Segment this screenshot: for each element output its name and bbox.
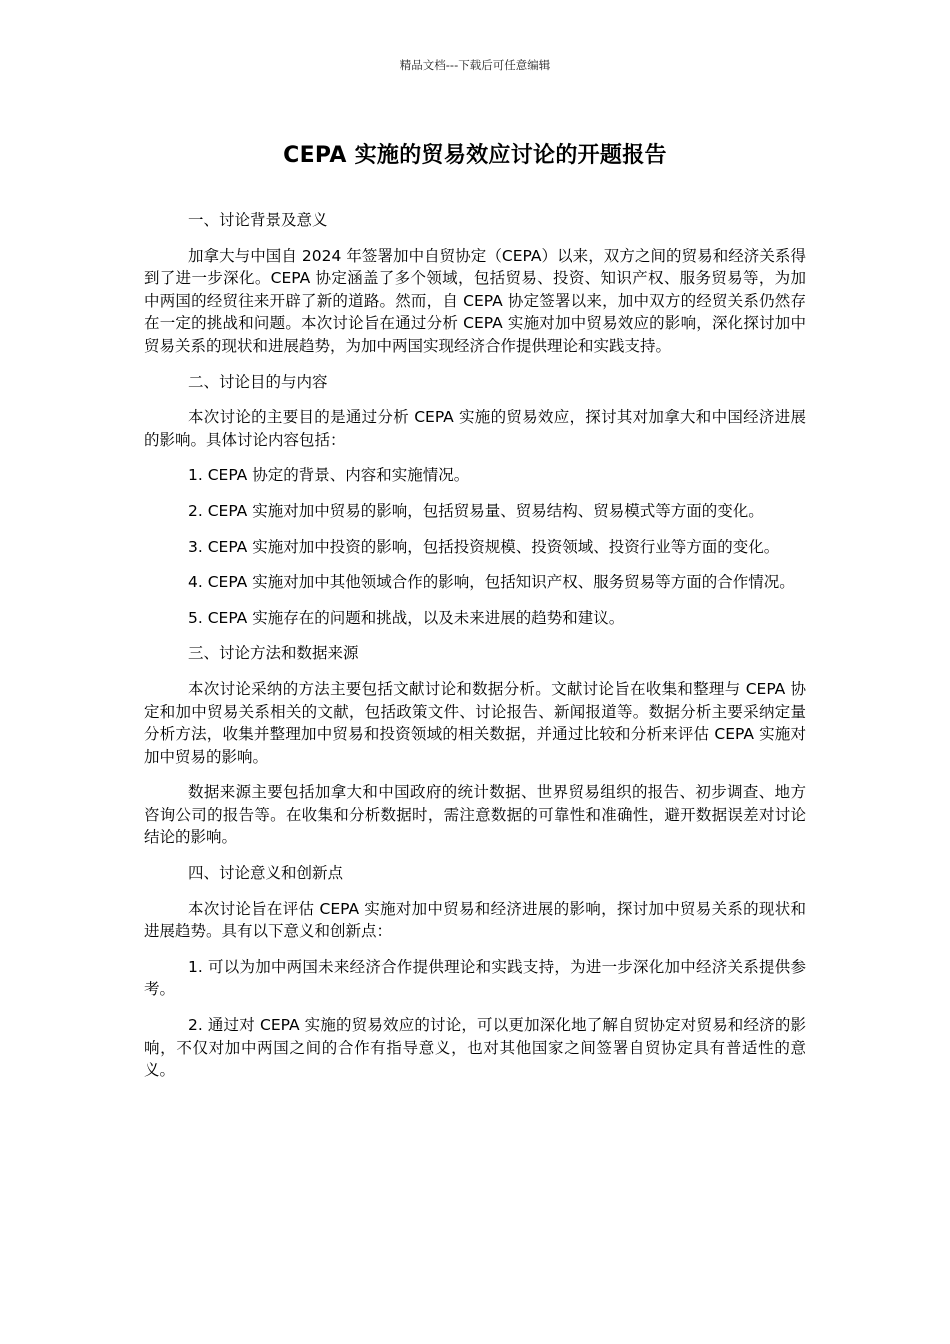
list-item-1: 1. CEPA 协定的背景、内容和实施情况。 <box>188 466 470 485</box>
section-heading-significance: 四、讨论意义和创新点 <box>188 864 344 883</box>
list-item-5: 5. CEPA 实施存在的问题和挑战，以及未来进展的趋势和建议。 <box>188 608 625 627</box>
significance-item-2: 2. 通过对 CEPA 实施的贸易效应的讨论，可以更加深化地了解自贸协定对贸易和经济的影响，不仅对加中两国之间的合作有指导意义，也对其他国家之间签署自贸协定具有普适性的意义。 <box>144 1016 806 1080</box>
document-title: CEPA 实施的贸易效应讨论的开题报告 <box>283 143 667 168</box>
paragraph-purpose-intro: 本次讨论的主要目的是通过分析 CEPA 实施的贸易效应，探讨其对加拿大和中国经济进展的影响。具体讨论内容包括： <box>144 408 806 449</box>
section-heading-methods: 三、讨论方法和数据来源 <box>188 644 359 663</box>
section-heading-purpose: 二、讨论目的与内容 <box>188 372 328 391</box>
paragraph-background: 加拿大与中国自 2024 年签署加中自贸协定（CEPA）以来，双方之间的贸易和经济关系得到了进一步深化。CEPA 协定涵盖了多个领域，包括贸易、投资、知识产权、服务贸易等，为加中两国的经贸往来开辟了新的道路。然而，自 CEPA 协定签署以来，加中双方的经贸关系仍然存在一定的挑战和问题。本次讨论旨在通过分析 CEPA 实施对加中贸易效应的影响，深化探讨加中贸易关系的现状和进展趋势，为加中两国实现经济合作提供理论和实践支持。 <box>144 246 806 355</box>
paragraph-significance-intro: 本次讨论旨在评估 CEPA 实施对加中贸易和经济进展的影响，探讨加中贸易关系的现状和进展趋势。具有以下意义和创新点： <box>144 899 806 941</box>
paragraph-data-sources: 数据来源主要包括加拿大和中国政府的统计数据、世界贸易组织的报告、初步调查、地方咨询公司的报告等。在收集和分析数据时，需注意数据的可靠性和准确性，避开数据误差对讨论结论的影响。 <box>144 783 806 847</box>
header-note: 精品文档---下载后可任意编辑 <box>399 58 551 72</box>
list-item-3: 3. CEPA 实施对加中投资的影响，包括投资规模、投资领域、投资行业等方面的变化。 <box>188 537 780 556</box>
list-item-2: 2. CEPA 实施对加中贸易的影响，包括贸易量、贸易结构、贸易模式等方面的变化。 <box>188 501 764 520</box>
list-item-4: 4. CEPA 实施对加中其他领域合作的影响，包括知识产权、服务贸易等方面的合作情况。 <box>188 573 795 592</box>
paragraph-methods: 本次讨论采纳的方法主要包括文献讨论和数据分析。文献讨论旨在收集和整理与 CEPA 协定和加中贸易关系相关的文献，包括政策文件、讨论报告、新闻报道等。数据分析主要采纳定量分析方法，收集并整理加中贸易和投资领域的相关数据，并通过比较和分析来评估 CEPA 实施对加中贸易的影响。 <box>144 679 806 766</box>
document-body <box>144 209 806 1095</box>
significance-item-1: 1. 可以为加中两国未来经济合作提供理论和实践支持，为进一步深化加中经济关系提供参考。 <box>144 957 806 999</box>
section-heading-background: 一、讨论背景及意义 <box>188 211 328 229</box>
